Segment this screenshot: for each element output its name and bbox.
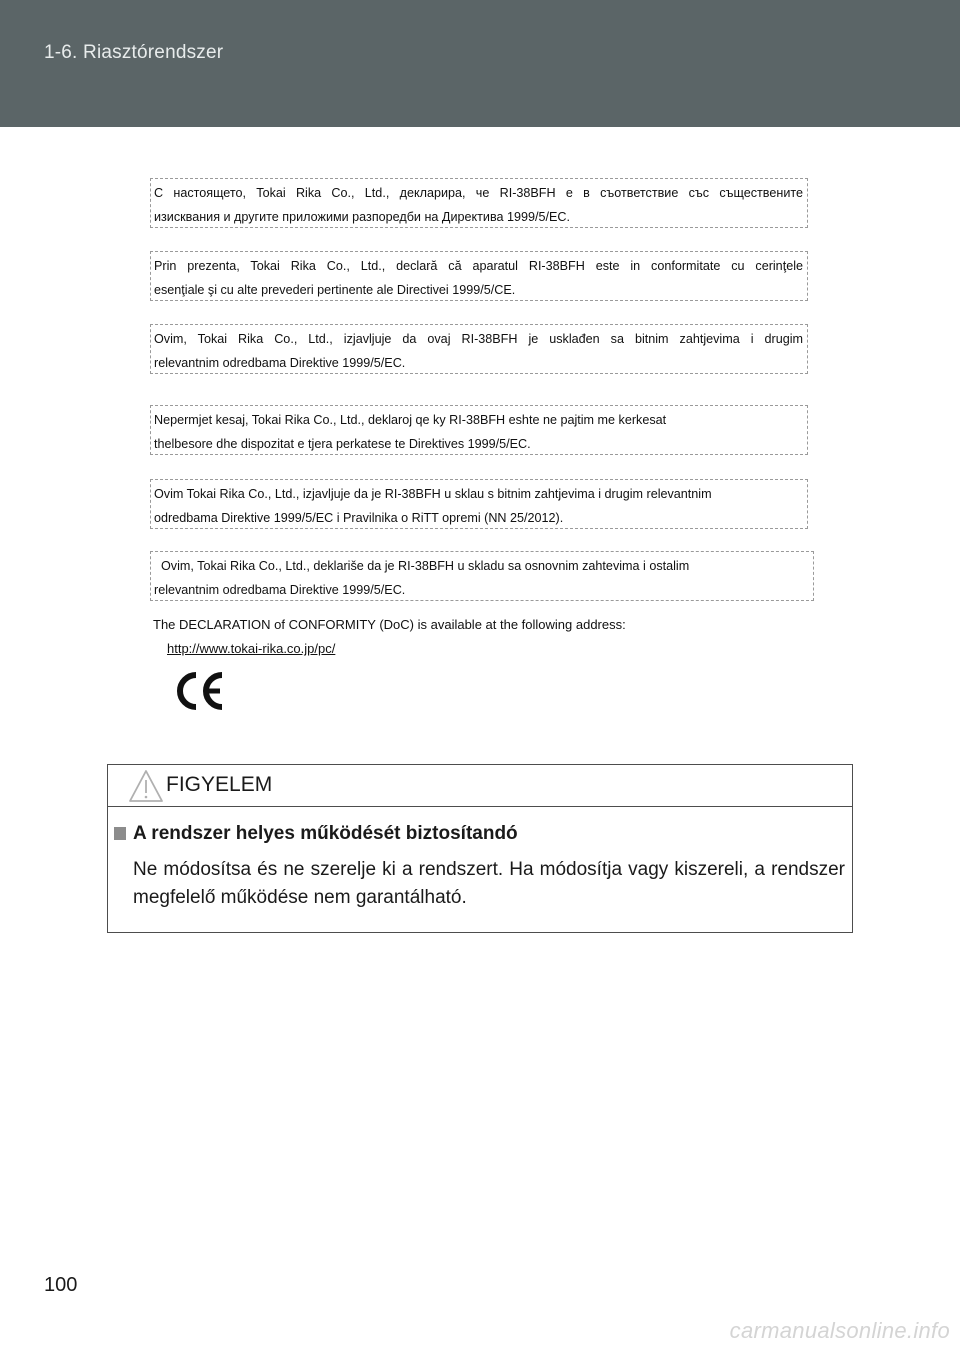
declaration-line: relevantnim odredbama Direktive 1999/5/EC. xyxy=(154,583,406,597)
watermark: carmanualsonline.info xyxy=(729,1318,950,1343)
declaration-line: С настоящето, Tokai Rika Co., Ltd., декларира, че RI-38BFH е в съответствие със съществените xyxy=(154,186,803,200)
section-title: 1-6. Riasztórendszer xyxy=(44,42,224,63)
declaration-croatian xyxy=(150,479,808,529)
declaration-line: thelbesore dhe dispozitat e tjera perkatese te Direktives 1999/5/EC. xyxy=(154,437,531,451)
declaration-line: изисквания и другите приложими разпоредби на Директива 1999/5/EC. xyxy=(154,210,571,224)
declaration-line: esenţiale şi cu alte prevederi pertinente ale Directivei 1999/5/CE. xyxy=(154,283,516,297)
declaration-line: Ovim Tokai Rika Co., Ltd., izjavljuje da je RI-38BFH u sklau s bitnim zahtjevima i drugim relevantnim xyxy=(154,487,712,501)
page-number: 100 xyxy=(44,1274,78,1296)
warning-title: FIGYELEM xyxy=(166,773,273,796)
warning-box xyxy=(107,764,853,933)
page-header xyxy=(0,0,960,127)
declaration-line: Ovim, Tokai Rika Co., Ltd., izjavljuje da ovaj RI-38BFH je usklađen sa bitnim zahtjevima i drugim xyxy=(154,332,803,346)
warning-triangle-icon xyxy=(128,769,164,803)
declaration-albanian xyxy=(150,405,808,455)
doc-url-link[interactable]: http://www.tokai-rika.co.jp/pc/ xyxy=(167,641,336,656)
doc-statement: The DECLARATION of CONFORMITY (DoC) is available at the following address: xyxy=(153,617,626,632)
warning-subtitle: A rendszer helyes működését biztosítandó xyxy=(133,823,518,844)
declaration-line: relevantnim odredbama Direktive 1999/5/EC. xyxy=(154,356,406,370)
warning-body: Ne módosítsa és ne szerelje ki a rendszert. Ha módosítja vagy kiszereli, a rendszer megfelelő működése nem garantálható. xyxy=(133,859,845,908)
square-bullet-icon xyxy=(114,827,126,840)
ce-mark-icon xyxy=(170,670,230,712)
declaration-bulgarian xyxy=(150,178,808,228)
declaration-bosnian xyxy=(150,324,808,374)
declaration-serbian xyxy=(150,551,814,601)
declaration-line: Nepermjet kesaj, Tokai Rika Co., Ltd., deklaroj qe ky RI-38BFH eshte ne pajtim me kerkesat xyxy=(154,413,667,427)
warning-header xyxy=(108,765,852,807)
declaration-line: Prin prezenta, Tokai Rika Co., Ltd., declară că aparatul RI-38BFH este in conformitate cu cerinţele xyxy=(154,259,803,273)
declaration-line: odredbama Direktive 1999/5/EC i Pravilnika o RiTT opremi (NN 25/2012). xyxy=(154,511,564,525)
declaration-romanian xyxy=(150,251,808,301)
declaration-line: Ovim, Tokai Rika Co., Ltd., deklariše da je RI-38BFH u skladu sa osnovnim zahtevima i ostalim xyxy=(154,559,690,573)
